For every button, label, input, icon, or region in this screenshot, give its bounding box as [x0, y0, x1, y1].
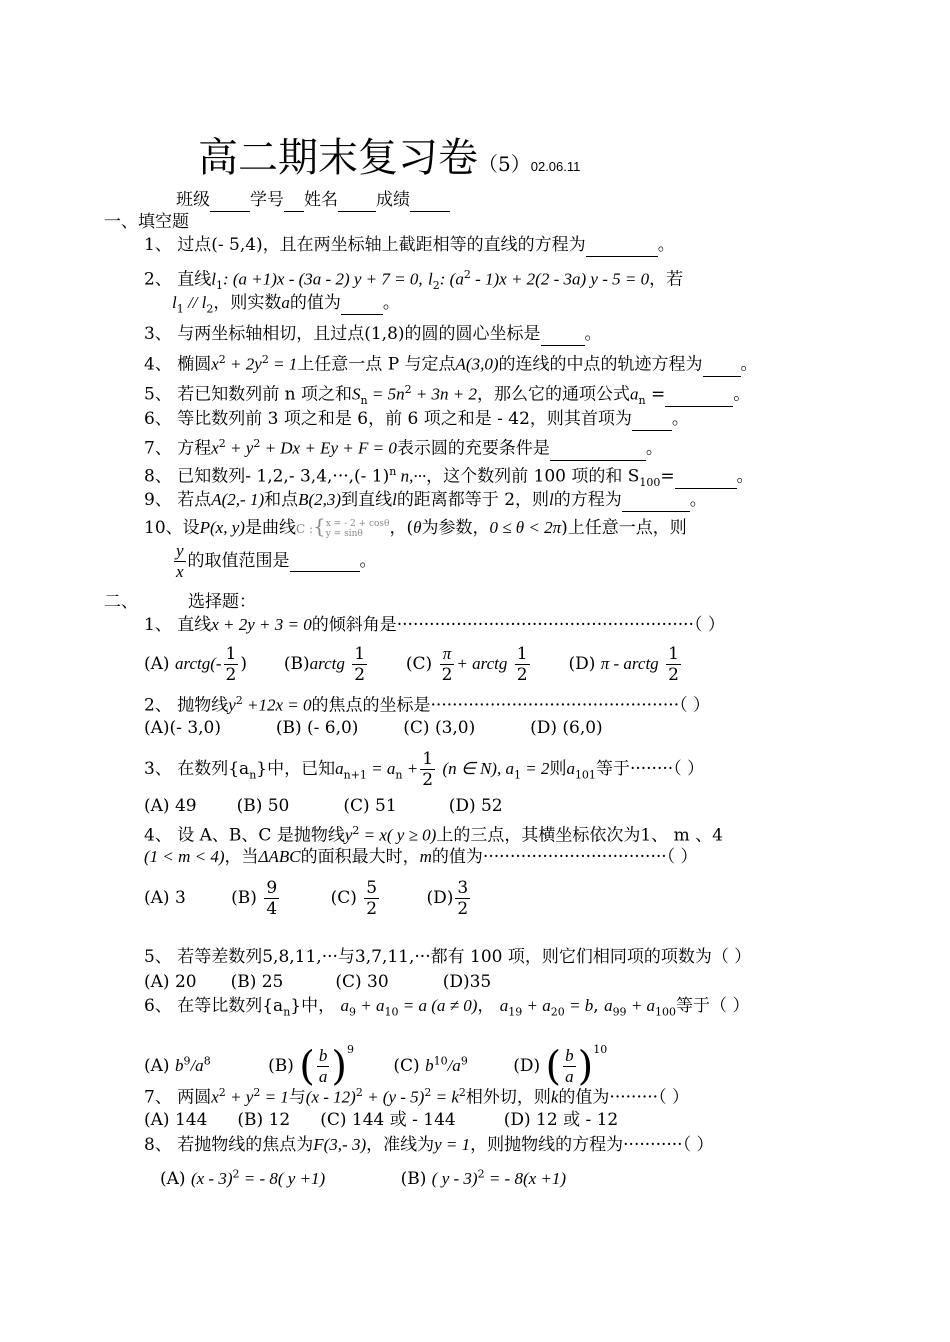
section1-heading: 一、填空题	[104, 212, 189, 232]
fill-question-7: 7、 方程$x^2 + y^2 + Dx + Ey + F = 0$表示圆的充要条件是 。	[144, 437, 663, 459]
title-date: 02.06.11	[530, 159, 581, 174]
option-b[interactable]: (B) (- 6,0)	[275, 718, 359, 738]
fill-question-2: 2、 直线$l_1$: (a +1)x - (3a - 2) y + 7 = 0, $l_2$: $(a^2 - 1)x + 2(2 - 3a)$ y - 5 = 0，若	[144, 268, 684, 293]
choice-question-4-options	[144, 876, 472, 920]
choice-question-7-options	[144, 1109, 618, 1131]
fill-question-9: 9、 若点A(2,- 1)和点B(2,3)到直线l的距离都等于 2，则l的方程为 。	[144, 490, 707, 510]
id-blank[interactable]	[284, 189, 304, 212]
score-label: 成绩	[376, 190, 410, 210]
option-d[interactable]: (D) ( $\frac{b}{a}$ )$^{10}$	[513, 1043, 608, 1090]
option-a[interactable]: (A) 3	[144, 888, 186, 908]
option-b[interactable]: (B) $\frac{9}{4}$	[231, 878, 278, 919]
option-a[interactable]: (A) (x - 3)$^2$ = - 8( y +1)	[160, 1167, 326, 1189]
answer-blank[interactable]	[290, 551, 360, 572]
fill-question-8: 8、 已知数列- 1,2,- 3,4,···,(- 1)$^n$ n,···，这个数列前 100 项的和 $S_{100}=$ 。	[144, 465, 754, 490]
answer-blank[interactable]	[586, 234, 658, 257]
fill-question-6: 6、 等比数列前 3 项之和是 6，前 6 项之和是 - 42，则其首项为 。	[144, 409, 689, 429]
answer-blank[interactable]	[632, 408, 672, 431]
option-c[interactable]: (C) 144 或 - 144	[320, 1110, 456, 1130]
fill-question-10: 10、设P(x, y)是曲线C :{ x = - 2 + cosθ y = sinθ ，(θ为参数，0 ≤ θ < 2π)上任意一点，则	[144, 514, 687, 539]
class-blank[interactable]	[210, 189, 250, 212]
choice-question-5: 5、 若等差数列5,8,11,···与3,7,11,···都有 100 项，则它们相同项的项数为（ ）	[144, 947, 752, 967]
name-blank[interactable]	[338, 189, 376, 212]
answer-blank[interactable]	[665, 384, 733, 407]
choice-question-8: 8、 若抛物线的焦点为F(3,- 3)，准线为y = 1，则抛物线的方程为···········（ ）	[144, 1135, 714, 1155]
choice-question-4: 4、 设 A、B、C 是抛物线$y^2 = x$( y ≥ 0)上的三点，其横坐标依次为1、 m 、4	[144, 824, 723, 846]
fill-question-10-cont: $\frac{y}{x}$ 的取值范围是 。	[176, 541, 377, 581]
option-b[interactable]: (B) 12	[237, 1110, 291, 1130]
choice-question-2-options	[144, 717, 603, 739]
option-c[interactable]: (C) $b^{10}/a^9$	[393, 1054, 468, 1076]
option-c[interactable]: (C) $\frac{5}{2}$	[330, 878, 378, 919]
choice-question-8-options	[160, 1163, 566, 1190]
option-a[interactable]: (A) arctg(- $\frac{1}{2}$ )	[144, 644, 247, 685]
option-d[interactable]: (D) $\frac{3}{2}$	[426, 878, 469, 919]
id-label: 学号	[250, 190, 284, 210]
choice-question-6-options	[144, 1026, 607, 1090]
class-label: 班级	[176, 190, 210, 210]
answer-blank[interactable]	[622, 489, 690, 512]
answer-blank[interactable]	[341, 292, 383, 315]
score-blank[interactable]	[410, 189, 450, 212]
choice-question-1-options	[144, 642, 683, 686]
option-a[interactable]: (A) $b^9/a^8$	[144, 1054, 211, 1076]
fill-question-5: 5、 若已知数列前 n 项之和$S_n = 5n^2 + 3n + 2$，那么它的通项公式$a_n$ = 。	[144, 383, 751, 408]
option-a[interactable]: (A) 49	[144, 796, 197, 816]
student-info-line	[176, 189, 450, 212]
option-b[interactable]: (B) ( $\frac{b}{a}$ )$^9$	[268, 1043, 354, 1090]
choice-question-3: 3、 在数列$\{a_n\}$中，已知$a_{n+1} = a_n$ + $\frac{1}{2}$ (n ∈ N), $a_1 = 2$则$a_{101}$等于········（ ）	[144, 749, 705, 790]
option-a[interactable]: (A) 144	[144, 1110, 208, 1130]
page-title	[198, 134, 580, 191]
answer-blank[interactable]	[541, 323, 585, 346]
option-a[interactable]: (A) 20	[144, 972, 197, 992]
option-c[interactable]: (C) $\frac{\pi}{2}$ + arctg $\frac{1}{2}$	[405, 644, 528, 685]
option-a[interactable]: (A)(- 3,0)	[144, 718, 221, 738]
option-d[interactable]: (D) (6,0)	[530, 718, 603, 738]
fill-question-2-cont: $l_1 // l_2$，则实数a的值为 。	[172, 293, 400, 316]
title-number: （5）	[478, 152, 531, 176]
option-d[interactable]: (D)35	[442, 972, 492, 992]
choice-question-4-cont: (1 < m < 4)，当ΔABC的面积最大时，m的值为··································（ ）	[144, 847, 698, 867]
answer-blank[interactable]	[675, 466, 737, 489]
choice-question-3-options	[144, 795, 503, 817]
choice-question-1: 1、 直线x + 2y + 3 = 0的倾斜角是·······················································（ ）	[144, 615, 725, 635]
option-b[interactable]: (B)arctg $\frac{1}{2}$	[283, 644, 366, 685]
fill-question-1: 1、 过点(- 5,4)，且在两坐标轴上截距相等的直线的方程为 。	[144, 235, 675, 255]
choice-question-2: 2、 抛物线$y^2 +12x = 0$的焦点的坐标是··············································（ ）	[144, 694, 711, 716]
title-main: 高二期末复习卷	[198, 135, 478, 181]
option-c[interactable]: (C) (3,0)	[403, 718, 476, 738]
option-d[interactable]: (D) 12 或 - 12	[503, 1110, 619, 1130]
fill-question-4: 4、 椭圆$x^2 + 2y^2 = 1$上任意一点 P 与定点A(3,0)的连线的中点的轨迹方程为 。	[144, 353, 758, 375]
option-d[interactable]: (D) 52	[448, 796, 503, 816]
option-b[interactable]: (B) 25	[230, 972, 284, 992]
option-c[interactable]: (C) 30	[335, 972, 389, 992]
name-label: 姓名	[304, 190, 338, 210]
option-b[interactable]: (B) 50	[236, 796, 290, 816]
option-d[interactable]: (D) π - arctg $\frac{1}{2}$	[568, 644, 679, 685]
answer-blank[interactable]	[703, 354, 741, 377]
fill-question-3: 3、 与两坐标轴相切，且过点(1,8)的圆的圆心坐标是 。	[144, 324, 602, 344]
choice-question-7: 7、 两圆$x^2 + y^2 = 1$与$(x - 12)^2 + (y - 5)^2 = k^2$相外切，则k的值为·········（ ）	[144, 1086, 689, 1108]
choice-question-5-options	[144, 971, 491, 993]
option-b[interactable]: (B) ( y - 3)$^2$ = - 8(x +1)	[400, 1167, 567, 1189]
option-c[interactable]: (C) 51	[343, 796, 397, 816]
section2-heading: 二、 选择题：	[104, 592, 256, 612]
choice-question-6: 6、 在等比数列$\{a_n\}$中， $a_9 + a_{10} = a$ (a ≠ 0)， $a_{19} + a_{20} = b$, $a_{99} + a_{100}$等于（ ）	[144, 996, 750, 1019]
answer-blank[interactable]	[550, 438, 646, 461]
